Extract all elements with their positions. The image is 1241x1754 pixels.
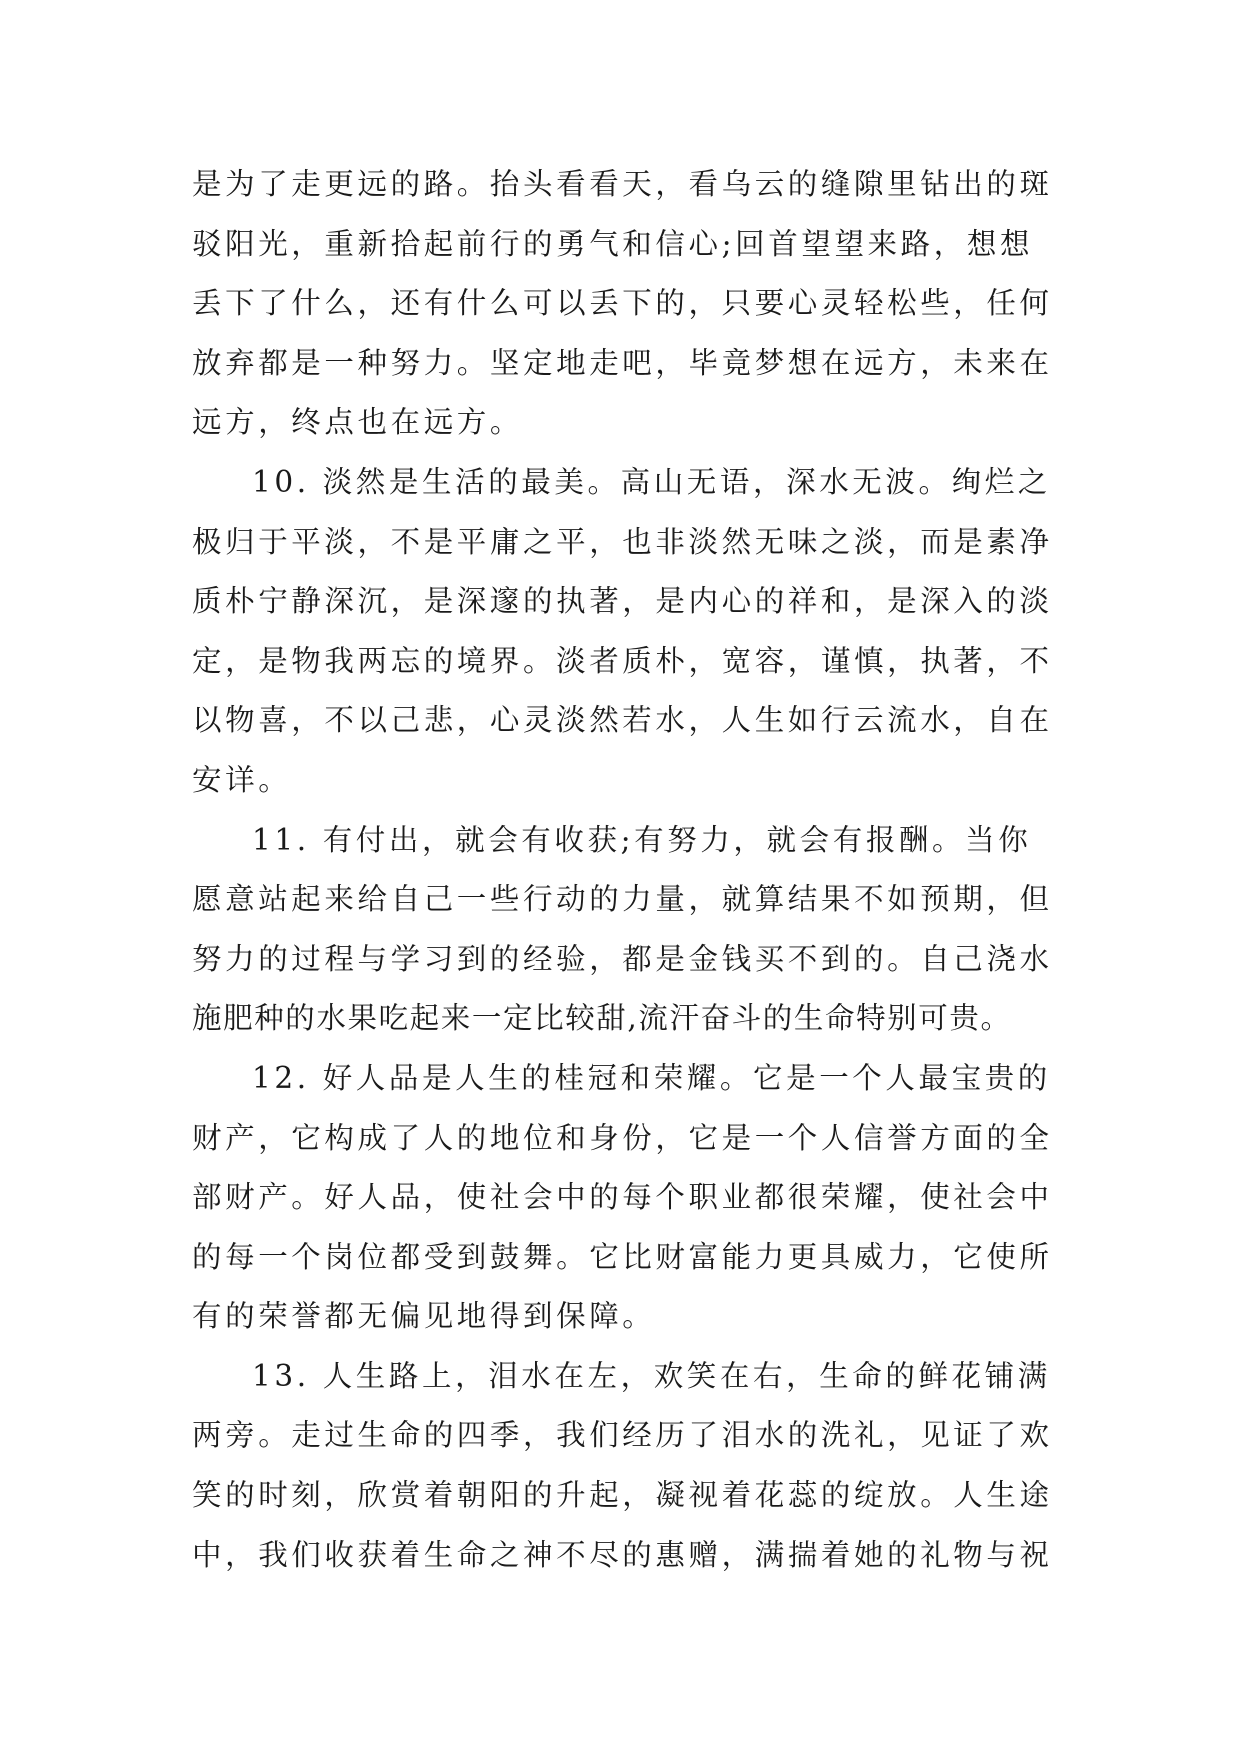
text-line: 愿意站起来给自己一些行动的力量，就算结果不如预期，但 bbox=[192, 882, 1053, 917]
text-line: 两旁。走过生命的四季，我们经历了泪水的洗礼，见证了欢 bbox=[192, 1418, 1053, 1453]
text-line: 有的荣誉都无偏见地得到保障。 bbox=[192, 1299, 656, 1334]
text-line: 极归于平淡，不是平庸之平，也非淡然无味之淡，而是素净 bbox=[192, 524, 1053, 559]
text-line: 以物喜，不以己悲，心灵淡然若水，人生如行云流水，自在 bbox=[192, 703, 1053, 738]
text-line: 部财产。好人品，使社会中的每个职业都很荣耀，使社会中 bbox=[192, 1180, 1053, 1215]
text-line: 11. 有付出，就会有收获;有努力，就会有报酬。当你 bbox=[252, 822, 1032, 857]
text-line: 中，我们收获着生命之神不尽的惠赠，满揣着她的礼物与祝 bbox=[192, 1537, 1053, 1572]
body-text bbox=[192, 155, 1052, 1585]
text-line: 13. 人生路上，泪水在左，欢笑在右，生命的鲜花铺满 bbox=[252, 1358, 1051, 1393]
text-line: 的每一个岗位都受到鼓舞。它比财富能力更具威力，它使所 bbox=[192, 1239, 1053, 1274]
text-line: 质朴宁静深沉，是深邃的执著，是内心的祥和，是深入的淡 bbox=[192, 584, 1053, 619]
text-line: 远方，终点也在远方。 bbox=[192, 405, 524, 440]
text-line: 努力的过程与学习到的经验，都是金钱买不到的。自己浇水 bbox=[192, 941, 1053, 976]
text-line: 丢下了什么，还有什么可以丢下的，只要心灵轻松些，任何 bbox=[192, 286, 1053, 321]
text-line: 财产，它构成了人的地位和身份，它是一个人信誉方面的全 bbox=[192, 1120, 1053, 1155]
text-line: 驳阳光，重新拾起前行的勇气和信心;回首望望来路，想想 bbox=[192, 226, 1034, 261]
text-line: 安详。 bbox=[192, 762, 292, 797]
text-line: 笑的时刻，欣赏着朝阳的升起，凝视着花蕊的绽放。人生途 bbox=[192, 1478, 1053, 1513]
text-line: 是为了走更远的路。抬头看看天，看乌云的缝隙里钻出的斑 bbox=[192, 167, 1053, 201]
text-line: 12. 好人品是人生的桂冠和荣耀。它是一个人最宝贵的 bbox=[252, 1060, 1051, 1095]
text-line: 定，是物我两忘的境界。淡者质朴，宽容，谨慎，执著，不 bbox=[192, 643, 1053, 678]
text-line: 放弃都是一种努力。坚定地走吧，毕竟梦想在远方，未来在 bbox=[192, 345, 1053, 380]
text-line: 施肥种的水果吃起来一定比较甜,流汗奋斗的生命特别可贵。 bbox=[192, 1001, 1012, 1036]
text-line: 10. 淡然是生活的最美。高山无语，深水无波。绚烂之 bbox=[252, 464, 1051, 499]
